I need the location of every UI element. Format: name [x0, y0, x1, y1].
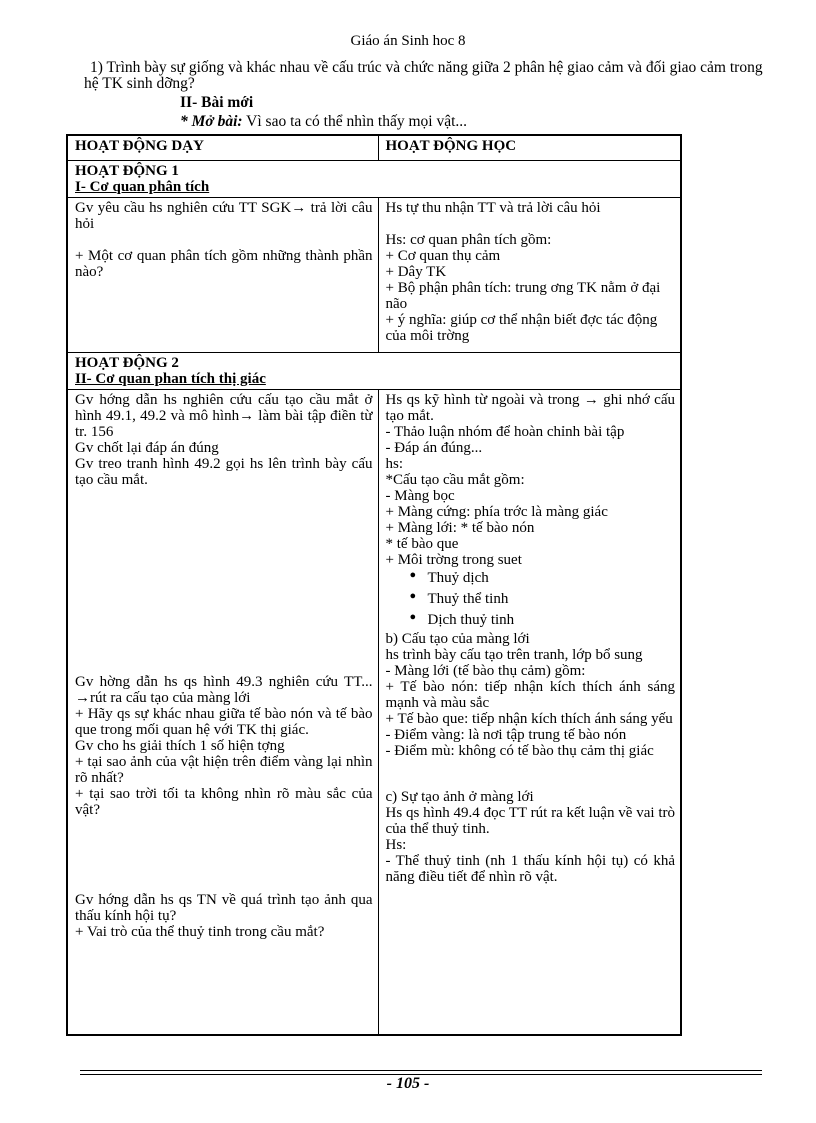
- transparent-media-list: [386, 568, 676, 631]
- learn-line: + Màng lới: * tế bào nón: [385, 520, 535, 536]
- learn-block-a: [386, 392, 676, 568]
- list-item: ● Dịch thuỷ tinh: [428, 610, 676, 631]
- teach-line: Gv treo tranh hình 49.2 gọi hs lên trình bày cấu tạo cầu mắt.: [75, 456, 373, 488]
- teach-line: Gv cho hs giải thích 1 số hiện tợng: [75, 738, 285, 754]
- learn-line: hs trình bày cấu tạo trên tranh, lớp bổ sung: [385, 647, 643, 663]
- learn-line: Hs: cơ quan phân tích gồm:: [385, 232, 552, 248]
- learn-line: + Tế bào que: tiếp nhận kích thích ánh sáng yếu: [385, 711, 673, 727]
- learn-line: b) Cấu tạo của màng lới: [385, 631, 530, 647]
- learn-line: hs:: [385, 456, 404, 472]
- section-title: II- Bài mới: [180, 94, 254, 111]
- activity2-subtitle: II- Cơ quan phan tích thị giác: [75, 371, 266, 387]
- teach-line: + Hãy qs sự khác nhau giữa tế bào nón và tế bào que trong mối quan hệ với TK thị giác.: [75, 706, 373, 738]
- learn-line: Hs qs hình 49.4 đọc TT rút ra kết luận về vai trò của thể thuỷ tinh.: [385, 805, 675, 837]
- teach-block-a: [75, 392, 373, 488]
- teach-line: Gv hờng dẫn hs qs hình 49.3 nghiên cứu TT... →rút ra cấu tạo của màng lới: [75, 674, 373, 706]
- learn-line: + Bộ phận phân tích: trung ơng TK nằm ở đại não: [385, 280, 661, 312]
- lesson-table: [66, 134, 682, 1036]
- col-header-teaching: HOẠT ĐỘNG DẠY: [67, 135, 378, 161]
- teach-line: Gv hớng dẫn hs nghiên cứu cấu tạo cầu mắt ở hình 49.1, 49.2 và mô hình→ làm bài tập điền từ tr. 156: [75, 392, 373, 440]
- col-header-learning: HOẠT ĐỘNG HỌC: [378, 135, 681, 161]
- activity2-header: [67, 353, 681, 390]
- learn-line: - Đáp án đúng...: [385, 440, 483, 456]
- teach-line: + tại sao trời tối ta không nhìn rõ màu sắc của vật?: [75, 786, 373, 818]
- list-item: ● Thuỷ dịch: [428, 568, 676, 589]
- activity1-header: [67, 161, 681, 198]
- activity2-header-row: [67, 353, 681, 390]
- activity1-row: [67, 198, 681, 353]
- activity2-title: HOẠT ĐỘNG 2: [75, 355, 179, 371]
- learn-line: - Thảo luận nhóm để hoàn chỉnh bài tập: [385, 424, 625, 440]
- activity1-title: HOẠT ĐỘNG 1: [75, 163, 179, 179]
- learn-line: + Cơ quan thụ cảm: [385, 248, 501, 264]
- intro-label: * Mở bài:: [180, 113, 243, 130]
- activity2-learning: [378, 390, 681, 1036]
- learn-line: Hs tự thu nhận TT và trả lời câu hỏi: [385, 200, 601, 216]
- list-item: ● Thuỷ thể tinh: [428, 589, 676, 610]
- review-question: 1) Trình bày sự giống và khác nhau về cấu trúc và chức năng giữa 2 phân hệ giao cảm và đối giao cảm trong hệ TK sinh dỡng?: [84, 59, 763, 92]
- learn-line: - Màng bọc: [385, 488, 455, 504]
- teach-line: + Một cơ quan phân tích gồm những thành phần nào?: [75, 248, 373, 280]
- teach-block-b: [75, 674, 373, 818]
- learn-line: * tế bào que: [385, 536, 459, 552]
- learn-line: - Màng lới (tế bào thụ cảm) gồm:: [385, 663, 586, 679]
- teach-line: + tại sao ảnh của vật hiện trên điểm vàng lại nhìn rõ nhất?: [75, 754, 373, 786]
- activity1-subtitle: I- Cơ quan phân tích: [75, 179, 210, 195]
- learn-line: - Điểm mù: không có tế bào thụ cảm thị giác: [385, 743, 654, 759]
- activity1-learning: [378, 198, 681, 353]
- learn-line: + Tế bào nón: tiếp nhận kích thích ánh sáng mạnh và màu sắc: [385, 679, 675, 711]
- learn-line: - Thể thuỷ tinh (nh 1 thấu kính hội tụ) có khả năng điều tiết để nhìn rõ vật.: [385, 853, 675, 885]
- learn-line: - Điểm vàng: là nơi tập trung tế bào nón: [385, 727, 627, 743]
- learn-line: Hs qs kỹ hình từ ngoài và trong → ghi nhớ cấu tạo mắt.: [385, 392, 675, 424]
- teach-line: Gv hớng dẫn hs qs TN về quá trình tạo ảnh qua thấu kính hội tụ?: [75, 892, 373, 924]
- teach-line: + Vai trò của thể thuỷ tinh trong cầu mắt?: [75, 924, 325, 940]
- intro-text: Vì sao ta có thể nhìn thấy mọi vật...: [242, 113, 468, 130]
- activity2-teaching: [67, 390, 378, 1036]
- learn-line: + Màng cứng: phía trớc là màng giác: [385, 504, 608, 520]
- teach-line: Gv chốt lại đáp án đúng: [75, 440, 219, 456]
- footer-rule: [80, 1070, 762, 1071]
- activity1-teaching: [67, 198, 378, 353]
- teach-block-c: [75, 892, 373, 940]
- learn-line: + Dây TK: [385, 264, 447, 280]
- learn-line: + ý nghĩa: giúp cơ thể nhận biết đợc tác động của môi trờng: [385, 312, 658, 344]
- learn-line: *Cấu tạo cầu mắt gồm:: [385, 472, 525, 488]
- page-header: Giáo án Sinh hoc 8: [350, 33, 466, 49]
- activity1-header-row: [67, 161, 681, 198]
- learn-line: + Môi trờng trong suet: [385, 552, 522, 568]
- page-number: - 105 -: [386, 1075, 430, 1092]
- teach-line: Gv yêu cầu hs nghiên cứu TT SGK→ trả lời câu hỏi: [75, 200, 373, 232]
- learn-line: Hs:: [385, 837, 407, 853]
- table-header-row: [67, 135, 681, 161]
- activity2-row: [67, 390, 681, 1036]
- learn-block-b: [386, 631, 676, 759]
- learn-line: c) Sự tạo ảnh ở màng lới: [385, 789, 534, 805]
- lesson-intro: [180, 113, 467, 131]
- learn-block-c: [386, 789, 676, 885]
